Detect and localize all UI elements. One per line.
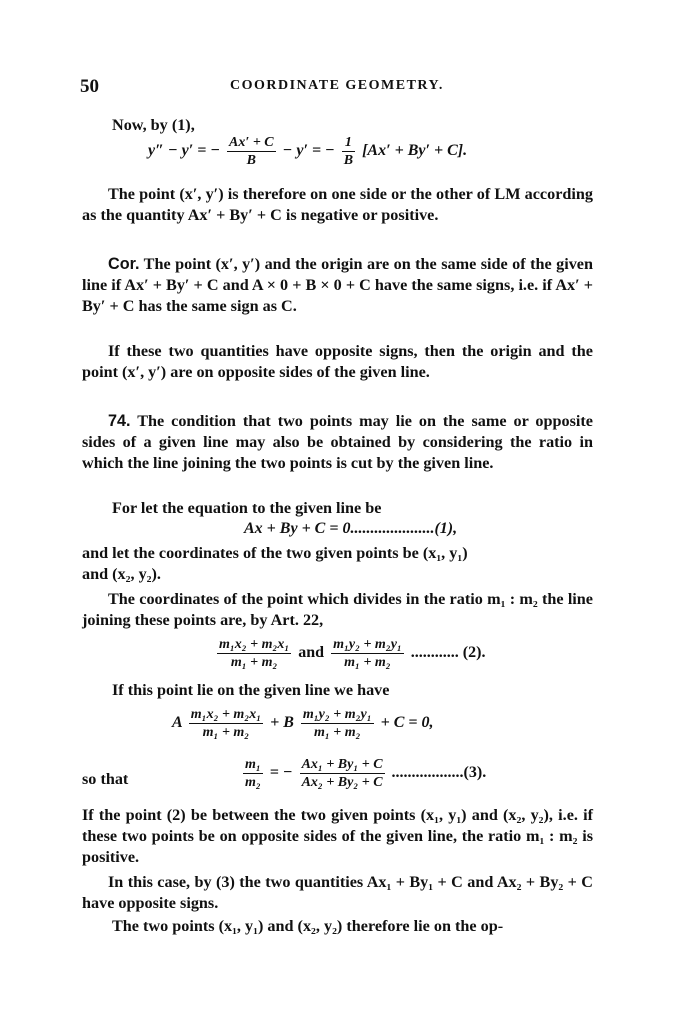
eq2-fraction-y-numerator: m₁y₂ + m₂y₁ xyxy=(333,637,402,652)
corollary-label: Cor. xyxy=(108,255,140,273)
eq2-and: and xyxy=(298,644,325,662)
eq4-quantities-numerator: Ax₁ + By₁ + C xyxy=(301,757,383,772)
paragraph-article-74 xyxy=(82,411,593,474)
paragraph-divides-ratio: The coordinates of the point which divides in the ratio m₁ : m₂ the line joining these points are, by Art. 22, xyxy=(82,590,593,629)
paragraph-corollary xyxy=(82,254,593,317)
corollary-text: The point (x′, y′) and the origin are on the same side of the given line if Ax′ + By′ + C and A × 0 + B × 0 + C have the same signs, i.e. if Ax′ + By′ + C has the same sign as C. xyxy=(82,255,593,315)
equation-on-line xyxy=(172,706,434,741)
now-by-line: Now, by (1), xyxy=(112,116,195,134)
eq4-ratio-denominator: m₂ xyxy=(245,775,261,790)
eq3-fraction-x-denominator: m₁ + m₂ xyxy=(202,725,250,740)
eq1-rhs: [Ax′ + By′ + C]. xyxy=(362,142,468,160)
eq3-fraction-y-numerator: m₁y₂ + m₂y₁ xyxy=(302,707,372,722)
paragraph-coordinates-line2: and (x₂, y₂). xyxy=(82,565,161,583)
eq3-end: + C = 0, xyxy=(380,714,434,732)
paragraph-coordinates-line1: and let the coordinates of the two given points be (x₁, y₁) xyxy=(82,544,468,562)
eq4-equals: = − xyxy=(269,764,293,782)
page-header xyxy=(80,76,600,100)
eq2-fraction-x xyxy=(217,636,291,671)
eq3-fraction-x-numerator: m₁x₂ + m₂x₁ xyxy=(190,707,262,722)
eq1-fraction-1-denominator: B xyxy=(246,153,257,168)
eq1-fraction-2-denominator: B xyxy=(343,153,354,168)
so-that-label: so that xyxy=(82,770,129,788)
running-title: COORDINATE GEOMETRY. xyxy=(230,78,444,93)
eq1-middle: − y′ = − xyxy=(282,142,335,160)
paragraph-opposite-signs: If these two quantities have opposite signs, then the origin and the point (x′, y′) are on opposite sides of the given line. xyxy=(82,342,593,381)
eq4-fraction-quantities xyxy=(300,756,385,791)
equation-point-2 xyxy=(214,636,485,671)
eq4-fraction-ratio xyxy=(243,756,263,791)
eq3-fraction-y xyxy=(301,706,374,741)
eq3-fraction-y-denominator: m₁ + m₂ xyxy=(313,725,361,740)
eq3-plus-b: + B xyxy=(270,714,294,732)
eq2-fraction-x-numerator: m₁x₂ + m₂x₁ xyxy=(219,637,290,652)
eq3-fraction-x xyxy=(189,706,263,741)
article-74-text: The condition that two points may lie on the same or opposite sides of a given line may also be obtained by considering the ratio in which the line joining the two points is cut by the given line. xyxy=(82,412,593,472)
paragraph-between-points: If the point (2) be between the two given points (x₁, y₁) and (x₂, y₂), i.e. if these two points be on opposite sides of the given line, the ratio m₁ : m₂ is positive. xyxy=(82,806,593,866)
article-number: 74. xyxy=(108,412,131,430)
eq1-fraction-2-numerator: 1 xyxy=(342,134,355,152)
equation-y-difference xyxy=(148,134,467,169)
page-number: 50 xyxy=(80,76,99,97)
eq1-lhs: y″ − y′ = − xyxy=(148,142,221,160)
eq4-quantities-denominator: Ax₂ + By₂ + C xyxy=(301,775,383,790)
eq4-ratio-numerator: m₁ xyxy=(245,757,261,772)
paragraph-if-point-lies: If this point lie on the given line we have xyxy=(112,681,390,699)
eq1-fraction-1-numerator: Ax′ + C xyxy=(229,135,274,150)
paragraph-this-case: In this case, by (3) the two quantities Ax₁ + By₁ + C and Ax₂ + By₂ + C have opposite signs. xyxy=(82,873,593,912)
eq2-tag: ............ (2). xyxy=(410,644,486,662)
eq2-fraction-y-denominator: m₁ + m₂ xyxy=(344,655,391,670)
eq2-fraction-y xyxy=(331,636,404,671)
equation-ratio-3 xyxy=(240,756,486,791)
paragraph-last-line: The two points (x₁, y₁) and (x₂, y₂) therefore lie on the op- xyxy=(112,917,504,935)
paragraph-let-equation: For let the equation to the given line be xyxy=(112,499,382,517)
eq3-a: A xyxy=(172,714,182,732)
eq4-tag: ..................(3). xyxy=(391,764,487,782)
equation-line-1: Ax + By + C = 0.....................(1), xyxy=(244,520,458,537)
eq1-fraction-2 xyxy=(342,134,355,169)
paragraph-point-side: The point (x′, y′) is therefore on one side or the other of LM according as the quantity Ax′ + By′ + C is negative or positive. xyxy=(82,185,593,224)
eq1-fraction-1 xyxy=(227,134,276,169)
eq2-fraction-x-denominator: m₁ + m₂ xyxy=(230,655,278,670)
